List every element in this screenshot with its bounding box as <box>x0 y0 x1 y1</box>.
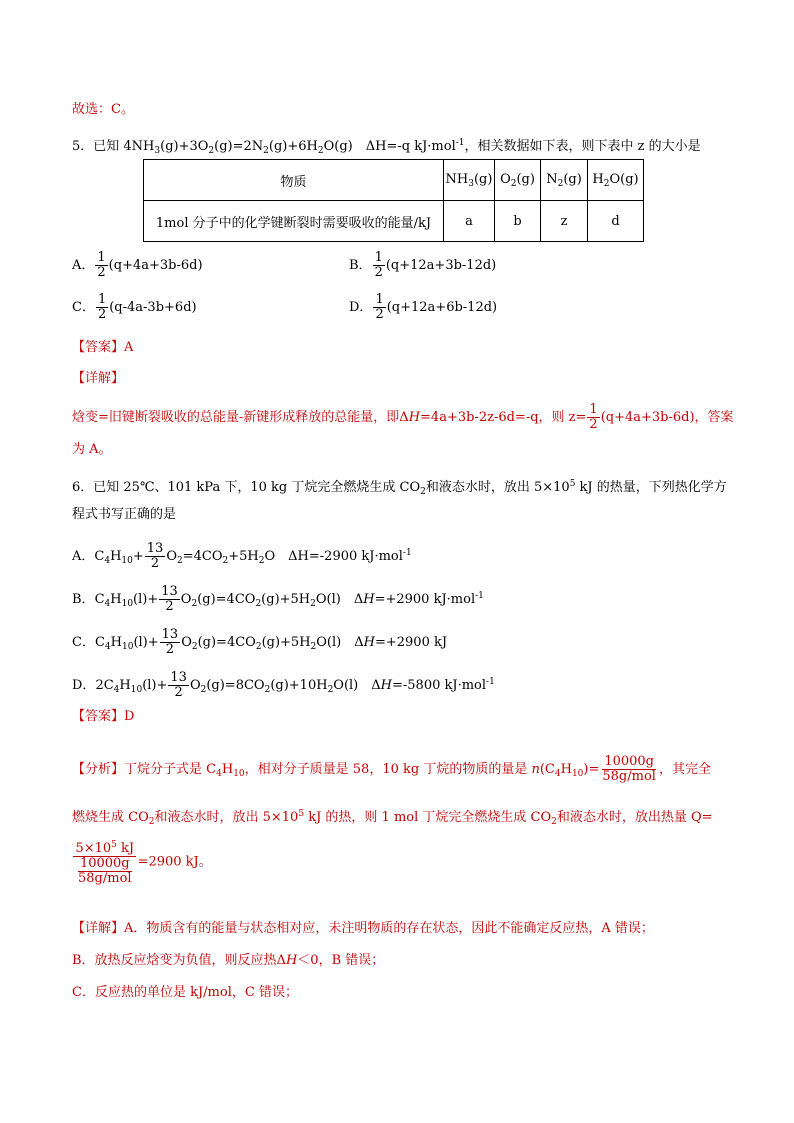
table-header-cell: 物质 <box>144 160 444 201</box>
q6-detail-line: 【详解】A．物质含有的能量与状态相对应，未注明物质的存在状态，因此不能确定反应热，A 错误； <box>72 921 654 936</box>
table-cell: d <box>588 201 644 242</box>
q6-analysis-line: 【分析】丁烷分子式是 $C_4H_{10}$，相对分子质量是 58，10 kg 丁烷的物质的量是 $n(C_4H_{10})=$ $\frac{10000g}{\text{58g/mol}}$ ，其完全 <box>72 754 711 784</box>
q5-bond-energy-table <box>143 159 644 242</box>
q6-option-d: D．$2C_4H_{10}(l)+$ $\frac{13}{2}$ $O_2(g)=8CO_2(g)+10H_2O(l)$ ΔH=-5800 kJ·mol$^{-1}$ <box>72 670 495 700</box>
table-header-cell: $N_2(g)$ <box>541 160 588 201</box>
q5-option-c: C． $\frac{1}{2}$ (q-4a-3b+6d) <box>72 292 197 322</box>
q5-option-a: A． $\frac{1}{2}$ (q+4a+3b-6d) <box>72 250 203 280</box>
fraction: $\frac{10000g}{\text{58g/mol}}$ <box>78 856 132 886</box>
fraction: $\frac{1}{2}$ <box>97 292 107 322</box>
table-header-cell: $H_2O(g)$ <box>588 160 644 201</box>
fraction: $\frac{13}{2}$ <box>161 627 179 657</box>
q5-option-b: B． $\frac{1}{2}$ (q+12a+3b-12d) <box>349 250 497 280</box>
table-cell: z <box>541 201 588 242</box>
fraction: $\frac{1}{2}$ <box>375 292 384 322</box>
q5-detail-tag: 【详解】 <box>72 371 125 386</box>
q5-detail-line: 为 A。 <box>72 442 112 457</box>
q6-option-a: A．$C_4H_{10}+$ $\frac{13}{2}$ $O_2=4CO_2+5H_2O$ ΔH=-2900 kJ·mol$^{-1}$ <box>72 541 412 571</box>
previous-answer-conclusion: 故选：C。 <box>72 102 134 117</box>
table-header-cell: $NH_3(g)$ <box>444 160 495 201</box>
table-row <box>144 201 644 242</box>
table-header-row <box>144 160 644 201</box>
table-cell-label: 1mol 分子中的化学键断裂时需要吸收的能量/kJ <box>144 201 444 242</box>
fraction: $\frac{13}{2}$ <box>146 541 164 571</box>
q6-option-b: B．$C_4H_{10}(l)+$ $\frac{13}{2}$ $O_2(g)=4CO_2(g)+5H_2O(l)$ ΔH=+2900 kJ·mol$^{-1}$ <box>72 584 484 614</box>
q6-option-c: C．$C_4H_{10}(l)+$ $\frac{13}{2}$ $O_2(g)=4CO_2(g)+5H_2O(l)$ ΔH=+2900 kJ <box>72 627 448 657</box>
fraction: $\frac{1}{2}$ <box>97 250 106 280</box>
q6-stem: 6．已知 25℃、101 kPa 下，10 kg 丁烷完全燃烧生成 $CO_2$和液态水时，放出 $5\times 10^5$ kJ 的热量，下列热化学方 <box>72 479 727 497</box>
q5-option-d: D． $\frac{1}{2}$ (q+12a+6b-12d) <box>349 292 498 322</box>
q5-stem: 5．已知 $4NH_3(g)+3O_2(g)=2N_2(g)+6H_2O(g)$ ΔH=-q kJ·mol$^{-1}$，相关数据如下表，则下表中 z 的大小是 <box>72 138 701 156</box>
fraction: $\frac{1}{2}$ <box>589 402 598 432</box>
fraction: $\frac{5\times 10^5 kJ}{\frac{10000g}{\text{58g/mol}}}$ <box>75 840 135 886</box>
fraction: $\frac{13}{2}$ <box>170 670 187 700</box>
q5-answer: 【答案】A <box>72 340 134 355</box>
table-cell: a <box>444 201 495 242</box>
q6-stem: 程式书写正确的是 <box>72 507 177 522</box>
fraction: $\frac{13}{2}$ <box>161 584 178 614</box>
table-cell: b <box>495 201 541 242</box>
q6-detail-line: C．反应热的单位是 kJ/mol，C 错误； <box>72 985 298 1000</box>
fraction: $\frac{1}{2}$ <box>374 250 383 280</box>
q6-heat-calculation: $\frac{5\times 10^5 kJ}{\frac{10000g}{\text{58g/mol}}}$ =2900 kJ。 <box>72 838 212 886</box>
q6-detail-line: B．放热反应焓变为负值，则反应热ΔH＜0，B 错误； <box>72 953 385 968</box>
q6-answer: 【答案】D <box>72 709 135 724</box>
table-header-cell: $O_2(g)$ <box>495 160 541 201</box>
q6-analysis-line: 燃烧生成 $CO_2$和液态水时，放出 $5\times 10^5$ kJ 的热，则 1 mol 丁烷完全燃烧生成 $CO_2$和液态水时，放出热量 Q= <box>72 809 713 827</box>
fraction: $\frac{10000g}{\text{58g/mol}}$ <box>602 754 656 784</box>
q5-detail-line: 焓变=旧键断裂吸收的总能量-新键形成释放的总能量，即ΔH=4a+3b-2z-6d=-q，则 z= $\frac{1}{2}$ (q+4a+3b-6d)，答案 <box>72 402 734 432</box>
